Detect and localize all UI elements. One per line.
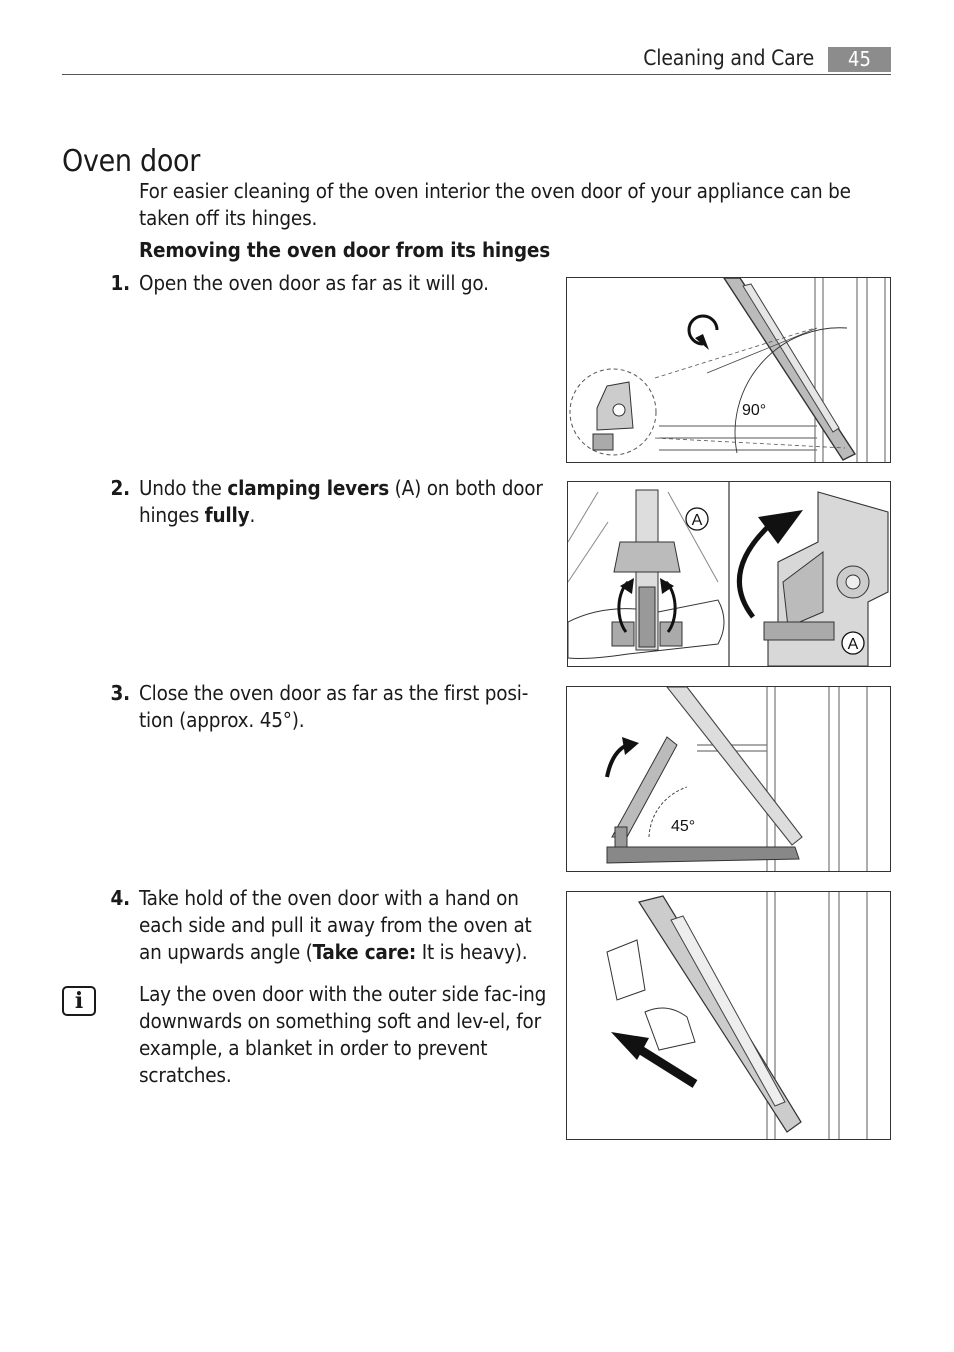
running-header-section: Cleaning and Care xyxy=(643,46,814,70)
figure-clamping-levers xyxy=(567,481,891,667)
step-text-run: (A) on both door hinges xyxy=(139,476,543,527)
step-text xyxy=(139,680,554,734)
step-text-run: Close the oven door as far as the first posi-tion (approx. 45°). xyxy=(139,681,529,732)
header-rule xyxy=(62,74,891,75)
step-number: 2. xyxy=(110,476,130,500)
intro-paragraph: For easier cleaning of the oven interior the oven door of your appliance can be taken off its hinges. xyxy=(139,179,851,230)
step-text-run: Open the oven door as far as it will go. xyxy=(139,271,489,295)
info-note: Lay the oven door with the outer side fac-ing downwards on something soft and lev-el, for example, a blanket in order to prevent scratches. xyxy=(139,982,547,1087)
step-text-bold: fully xyxy=(204,503,250,527)
step-text-run: . xyxy=(249,503,256,527)
subheading: Removing the oven door from its hinges xyxy=(139,238,551,262)
step-text-bold: Take care: xyxy=(312,940,417,964)
figure-remove-door xyxy=(566,891,891,1140)
angle-label-90: 90° xyxy=(742,402,767,419)
page-title: Oven door xyxy=(62,144,201,180)
lever-label-a-2: A xyxy=(847,636,859,653)
info-icon: i xyxy=(62,986,96,1016)
step-number: 3. xyxy=(110,681,130,705)
step-text-run: Take hold of the oven door with a hand on each side and pull it away from the oven at an upwards angle ( xyxy=(139,886,532,964)
step-number: 1. xyxy=(110,271,130,295)
figure-door-45 xyxy=(566,686,891,872)
step-text xyxy=(139,270,554,297)
step-text-run: It is heavy). xyxy=(416,940,528,964)
figure-door-open-90 xyxy=(566,277,891,463)
step-text xyxy=(139,885,554,966)
step-text-run: Undo the xyxy=(139,476,228,500)
page-number: 45 xyxy=(828,47,891,72)
step-number: 4. xyxy=(110,886,130,910)
step-text-bold: clamping levers xyxy=(227,476,389,500)
angle-label-45: 45° xyxy=(671,818,696,835)
step-text xyxy=(139,475,554,529)
lever-label-a: A xyxy=(691,512,703,529)
